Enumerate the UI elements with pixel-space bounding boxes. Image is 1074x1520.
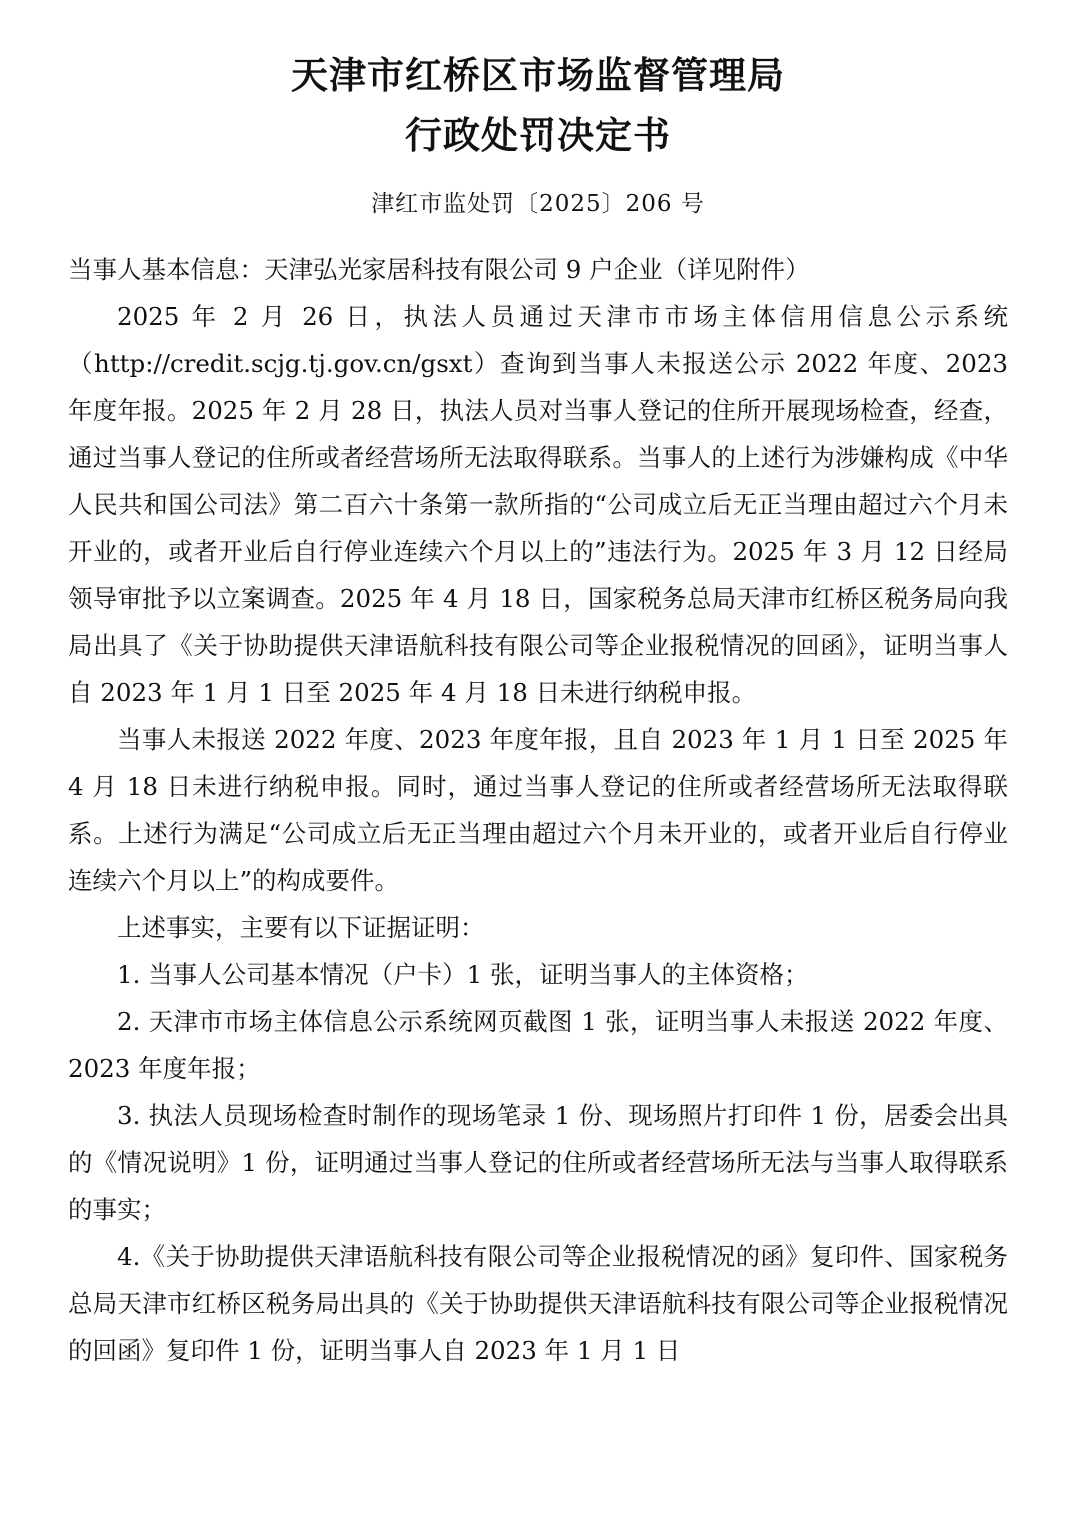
paragraph-facts: 2025 年 2 月 26 日，执法人员通过天津市市场主体信用信息公示系统（http://credit.scjg.tj.gov.cn/gsxt）查询到当事人未报送公示 2022 年度、2023 年度年报。2025 年 2 月 28 日，执法人员对当事人登记的住所开展现场检查，经查，通过当事人登记的住所或者经营场所无法取得联系。当事人的上述行为涉嫌构成《中华人民共和国公司法》第二百六十条第一款所指的“公司成立后无正当理由超过六个月未开业的，或者开业后自行停业连续六个月以上的”违法行为。2025 年 3 月 12 日经局领导审批予以立案调查。2025 年 4 月 18 日，国家税务总局天津市红桥区税务局向我局出具了《关于协助提供天津语航科技有限公司等企业报税情况的回函》，证明当事人自 2023 年 1 月 1 日至 2025 年 4 月 18 日未进行纳税申报。 bbox=[68, 302, 1008, 707]
paragraph-conclusion: 当事人未报送 2022 年度、2023 年度年报，且自 2023 年 1 月 1 日至 2025 年 4 月 18 日未进行纳税申报。同时，通过当事人登记的住所或者经营场所无法取得联系。上述行为满足“公司成立后无正当理由超过六个月未开业的，或者开业后自行停业连续六个月以上”的构成要件。 bbox=[68, 725, 1008, 895]
evidence-item-4: 4.《关于协助提供天津语航科技有限公司等企业报税情况的函》复印件、国家税务总局天津市红桥区税务局出具的《关于协助提供天津语航科技有限公司等企业报税情况的回函》复印件 1 份，证明当事人自 2023 年 1 月 1 日 bbox=[68, 1242, 1008, 1365]
title-line-1: 天津市红桥区市场监督管理局 bbox=[291, 54, 785, 97]
title-line-2: 行政处罚决定书 bbox=[405, 114, 671, 157]
document-title bbox=[68, 46, 1008, 166]
document-number: 津红市监处罚〔2025〕206 号 bbox=[371, 191, 705, 217]
evidence-item-1: 1. 当事人公司基本情况（户卡）1 张，证明当事人的主体资格； bbox=[117, 960, 809, 989]
evidence-item-2: 2. 天津市市场主体信息公示系统网页截图 1 张，证明当事人未报送 2022 年度、2023 年度年报； bbox=[68, 1007, 1008, 1083]
evidence-item-3: 3. 执法人员现场检查时制作的现场笔录 1 份、现场照片打印件 1 份，居委会出具的《情况说明》1 份，证明通过当事人登记的住所或者经营场所无法与当事人取得联系的事实； bbox=[68, 1101, 1008, 1224]
evidence-intro: 上述事实，主要有以下证据证明： bbox=[117, 913, 485, 942]
party-info: 当事人基本信息：天津弘光家居科技有限公司 9 户企业（详见附件） bbox=[68, 255, 810, 284]
document-body bbox=[68, 246, 1008, 1374]
